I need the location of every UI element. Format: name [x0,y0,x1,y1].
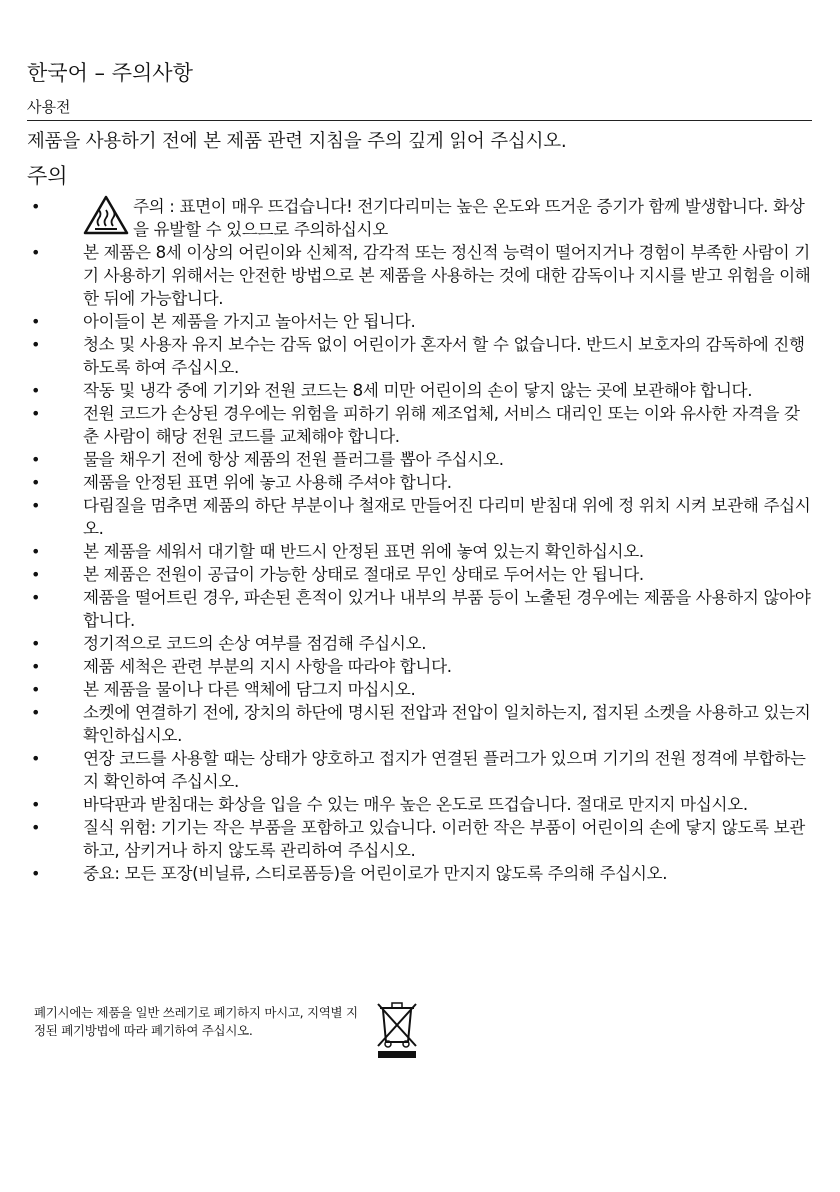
bullet: • [31,657,41,676]
caution-item-text: 물을 채우기 전에 항상 제품의 전원 플러그를 뽑아 주십시오. [83,450,504,469]
bullet: • [31,634,41,653]
caution-item [27,540,812,563]
bullet: • [31,197,41,216]
bullet: • [31,565,41,584]
bullet: • [31,795,41,814]
caution-item-text: 제품을 떨어트린 경우, 파손된 흔적이 있거나 내부의 부품 등이 노출된 경우에는 제품을 사용하지 않아야 합니다. [83,588,811,630]
bullet: • [31,404,41,423]
caution-item-text: 본 제품을 물이나 다른 액체에 담그지 마십시오. [83,680,416,699]
caution-item [27,195,812,241]
bullet: • [31,703,41,722]
caution-item-text: 제품을 안정된 표면 위에 놓고 사용해 주셔야 합니다. [83,473,452,492]
caution-item [27,793,812,816]
bullet: • [31,864,41,883]
caution-item [27,678,812,701]
caution-item-text: 본 제품은 전원이 공급이 가능한 상태로 절대로 무인 상태로 두어서는 안 됩니다. [83,565,644,584]
section-heading: 사용전 [27,96,812,121]
caution-item-text: 질식 위험: 기기는 작은 부품을 포함하고 있습니다. 이러한 작은 부품이 어린이의 손에 닿지 않도록 보관 하고, 삼키거나 하지 않도록 관리하여 주십시오. [83,818,805,860]
caution-item-text: 본 제품을 세워서 대기할 때 반드시 안정된 표면 위에 놓여 있는지 확인하십시오. [83,542,644,561]
weee-crossed-bin-icon [372,998,422,1060]
disposal-note: 폐기시에는 제품을 일반 쓰레기로 폐기하지 마시고, 지역별 지정된 폐기방법에 따라 폐기하여 주십시오. [34,1005,358,1038]
caution-item-text: 본 제품은 8세 이상의 어린이와 신체적, 감각적 또는 정신적 능력이 떨어지거나 경험이 부족한 사람이 기기 사용하기 위해서는 안전한 방법으로 본 제품을 사용하는 것에 대한 감독이나 지시를 받고 위험을 이해한 뒤에 가능합니다. [83,243,811,308]
caution-item [27,701,812,747]
bullet: • [31,496,41,515]
bullet: • [31,542,41,561]
caution-item [27,862,812,885]
bullet: • [31,243,41,262]
caution-item-text: 바닥판과 받침대는 화상을 입을 수 있는 매우 높은 온도로 뜨겁습니다. 절대로 만지지 마십시오. [83,795,748,814]
caution-item-text: 소켓에 연결하기 전에, 장치의 하단에 명시된 전압과 전압이 일치하는지, 접지된 소켓을 사용하고 있는지 확인하십시오. [83,703,811,745]
bullet: • [31,450,41,469]
caution-item [27,241,812,310]
bullet: • [31,312,41,331]
caution-item [27,586,812,632]
caution-item [27,379,812,402]
caution-item-text: 청소 및 사용자 유지 보수는 감독 없이 어린이가 혼자서 할 수 없습니다. 반드시 보호자의 감독하에 진행하도록 하여 주십시오. [83,335,805,377]
caution-item [27,747,812,793]
caution-item [27,448,812,471]
caution-item-text: 작동 및 냉각 중에 기기와 전원 코드는 8세 미만 어린이의 손이 닿지 않는 곳에 보관해야 합니다. [83,381,753,400]
bullet: • [31,818,41,837]
hot-surface-warning-icon [83,195,129,235]
caution-item [27,655,812,678]
caution-item [27,632,812,655]
caution-item [27,402,812,448]
caution-item-text: 아이들이 본 제품을 가지고 놀아서는 안 됩니다. [83,312,416,331]
intro-text: 제품을 사용하기 전에 본 제품 관련 지침을 주의 깊게 읽어 주십시오. [27,131,567,152]
caution-item [27,333,812,379]
caution-item-text: 연장 코드를 사용할 때는 상태가 양호하고 접지가 연결된 플러그가 있으며 기기의 전원 정격에 부합하는지 확인하여 주십시오. [83,749,806,791]
page-title: 한국어 – 주의사항 [27,61,193,85]
caution-item [27,310,812,333]
caution-list [27,195,812,885]
caution-item-text: 주의 : 표면이 매우 뜨겁습니다! 전기다리미는 높은 온도와 뜨거운 증기가 함께 발생합니다. 화상을 유발할 수 있으므로 주의하십시오 [133,197,805,239]
caution-item-text: 중요: 모든 포장(비닐류, 스티로폼등)을 어린이로가 만지지 않도록 주의해 주십시오. [83,864,668,883]
caution-item [27,494,812,540]
document-page [27,58,812,885]
bullet: • [31,473,41,492]
caution-item [27,563,812,586]
bullet: • [31,680,41,699]
caution-item-text: 전원 코드가 손상된 경우에는 위험을 피하기 위해 제조업체, 서비스 대리인 또는 이와 유사한 자격을 갖춘 사람이 해당 전원 코드를 교체해야 합니다. [83,404,800,446]
caution-heading: 주의 [27,164,68,188]
caution-item [27,471,812,494]
caution-item-text: 다림질을 멈추면 제품의 하단 부분이나 철재로 만들어진 다리미 받침대 위에 정 위치 시켜 보관해 주십시오. [83,496,811,538]
caution-item [27,816,812,862]
caution-item-text: 정기적으로 코드의 손상 여부를 점검해 주십시오. [83,634,427,653]
caution-item-text: 제품 세척은 관련 부분의 지시 사항을 따라야 합니다. [83,657,452,676]
bullet: • [31,381,41,400]
bullet: • [31,749,41,768]
bullet: • [31,335,41,354]
bullet: • [31,588,41,607]
